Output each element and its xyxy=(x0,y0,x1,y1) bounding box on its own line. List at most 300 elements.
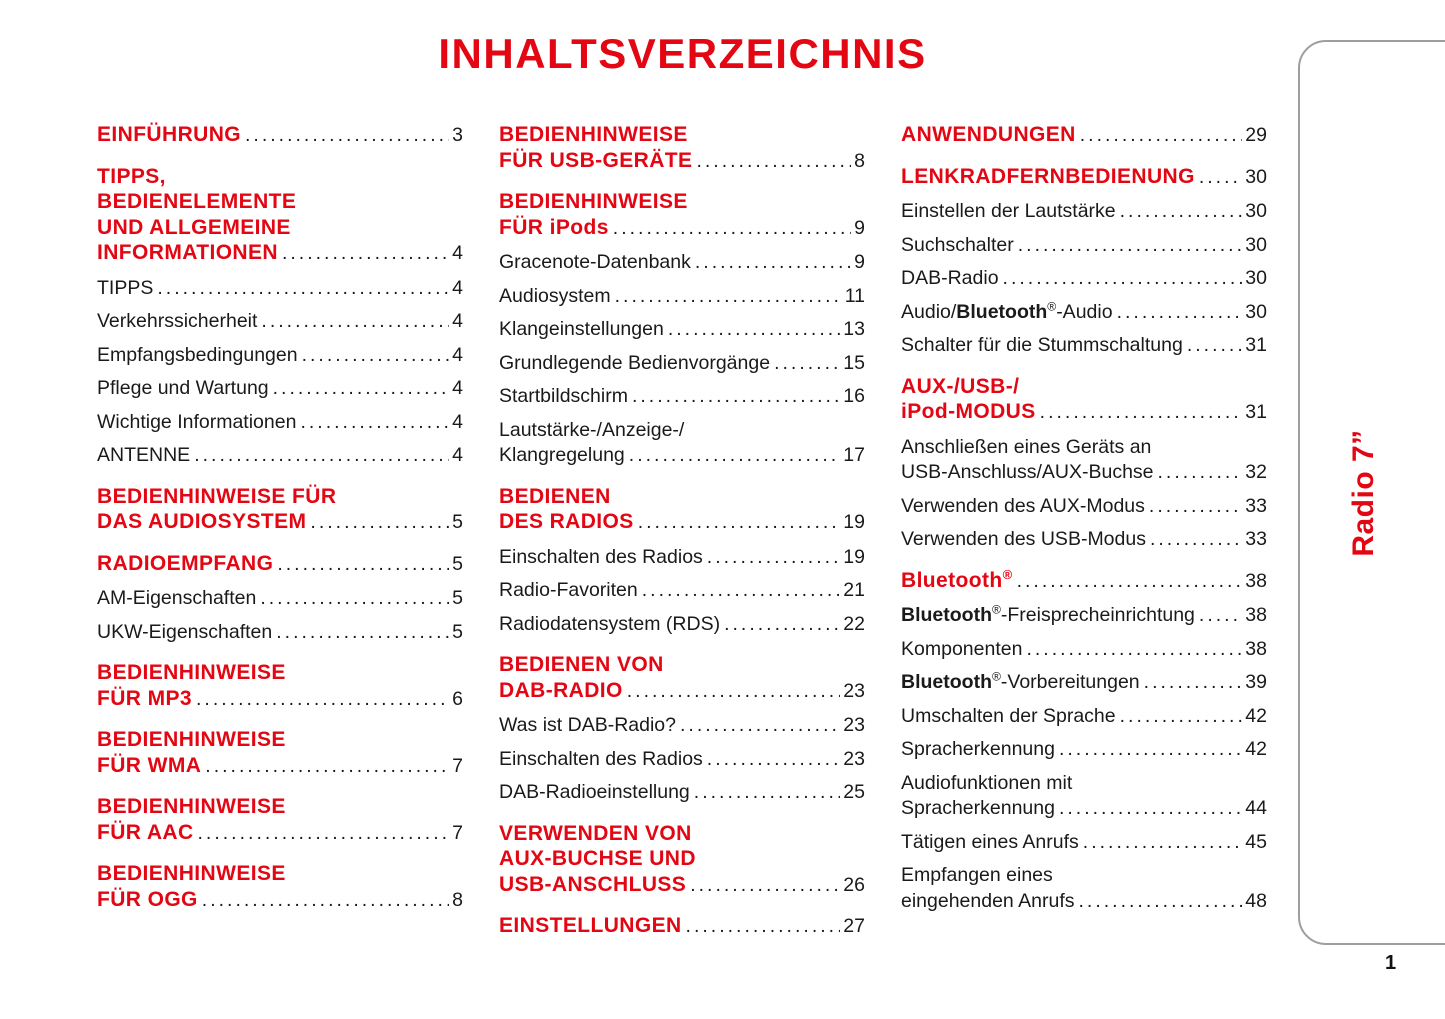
toc-entry-label xyxy=(901,603,1195,629)
dot-leader xyxy=(694,780,841,806)
dot-leader xyxy=(1187,333,1242,359)
toc-line xyxy=(901,333,1267,359)
toc-item xyxy=(97,586,463,612)
dot-leader xyxy=(613,216,851,242)
toc-line xyxy=(499,509,865,536)
toc-entry-label: BEDIENHINWEISE xyxy=(97,795,286,818)
toc-line xyxy=(97,887,463,914)
toc-line xyxy=(499,189,865,215)
toc-entry-label: TIPPS, xyxy=(97,164,166,188)
toc-entry-label: ANTENNE xyxy=(97,444,191,466)
toc-entry-label: Audiofunktionen mit xyxy=(901,771,1073,794)
toc-heading xyxy=(97,551,463,578)
dot-leader xyxy=(1083,830,1243,856)
dot-leader xyxy=(690,873,840,899)
toc-item xyxy=(499,384,865,410)
text-segment: Bluetooth xyxy=(901,671,992,693)
toc-line xyxy=(901,889,1267,915)
dot-leader xyxy=(632,384,840,410)
toc-line xyxy=(901,796,1267,822)
dot-leader xyxy=(157,276,449,302)
toc-entry-page-number: 32 xyxy=(1245,461,1267,483)
dot-leader xyxy=(707,747,841,773)
toc-line xyxy=(97,215,463,241)
toc-entry-page-number: 31 xyxy=(1245,334,1267,356)
toc-entry-label: iPod-MODUS xyxy=(901,400,1036,423)
toc-line xyxy=(901,494,1267,520)
toc-entry-label: Grundlegende Bedienvorgänge xyxy=(499,351,771,374)
toc-entry-label xyxy=(901,568,1013,594)
toc-entry-label: Pflege und Wartung xyxy=(97,377,269,399)
toc-line xyxy=(499,418,865,444)
toc-item xyxy=(901,637,1267,663)
toc-entry-page-number: 45 xyxy=(1245,830,1267,853)
page-title: INHALTSVERZEICHNIS xyxy=(438,30,927,77)
toc-item xyxy=(499,418,865,469)
toc-entry-label: DAB-Radioeinstellung xyxy=(499,781,690,803)
toc-entry-page-number: 31 xyxy=(1245,401,1267,423)
dot-leader xyxy=(260,586,449,612)
toc-line xyxy=(901,233,1267,259)
toc-entry-label: FÜR iPods xyxy=(499,215,609,239)
toc-item xyxy=(499,317,865,343)
toc-line xyxy=(97,620,463,646)
toc-item xyxy=(97,620,463,646)
toc-line xyxy=(901,460,1267,486)
toc-entry-label: Radiodatensystem (RDS) xyxy=(499,612,721,635)
toc-item xyxy=(901,300,1267,326)
toc-line xyxy=(97,164,463,190)
toc-item xyxy=(901,266,1267,292)
toc-entry-page-number: 42 xyxy=(1245,704,1267,727)
toc-entry-page-number: 30 xyxy=(1245,300,1267,323)
toc-item xyxy=(499,747,865,773)
toc-entry-label: BEDIENHINWEISE xyxy=(97,661,286,684)
toc-line xyxy=(901,863,1267,889)
dot-leader xyxy=(202,888,449,914)
toc-line xyxy=(901,164,1267,191)
toc-line xyxy=(901,300,1267,326)
toc-entry-label: Was ist DAB-Radio? xyxy=(499,714,676,736)
toc-line xyxy=(901,374,1267,400)
toc-line xyxy=(499,713,865,739)
toc-heading xyxy=(499,189,865,241)
toc-line xyxy=(97,122,463,149)
toc-entry-page-number: 22 xyxy=(843,612,865,635)
registered-trademark-symbol: ® xyxy=(1002,566,1013,582)
text-segment: -Vorbereitungen xyxy=(1000,671,1140,693)
toc-item xyxy=(499,780,865,806)
dot-leader xyxy=(277,552,449,578)
toc-entry-label: Klangeinstellungen xyxy=(499,318,664,340)
toc-entry-page-number: 8 xyxy=(854,149,865,172)
toc-entry-label: Radio-Favoriten xyxy=(499,579,638,601)
toc-entry-label: FÜR WMA xyxy=(97,753,202,777)
toc-entry-label: Lautstärke-/Anzeige-/ xyxy=(499,418,685,441)
toc-entry-label: Schalter für die Stummschaltung xyxy=(901,334,1183,356)
toc-entry-label: INFORMATIONEN xyxy=(97,241,278,264)
dot-leader xyxy=(1150,527,1242,553)
toc-entry-label: DAB-Radio xyxy=(901,267,999,289)
toc-entry-label: DAB-RADIO xyxy=(499,678,623,702)
toc-entry-label: BEDIENEN VON xyxy=(499,653,664,676)
toc-item xyxy=(901,199,1267,225)
toc-heading xyxy=(901,568,1267,595)
dot-leader xyxy=(1120,199,1243,225)
toc-entry-label: LENKRADFERNBEDIENUNG xyxy=(901,164,1195,188)
toc-line xyxy=(499,215,865,242)
toc-entry-page-number: 30 xyxy=(1245,233,1267,256)
toc-heading xyxy=(499,122,865,174)
dot-leader xyxy=(300,410,449,436)
toc-item xyxy=(901,830,1267,856)
registered-trademark-symbol: ® xyxy=(991,602,1001,617)
dot-leader xyxy=(198,821,450,847)
toc-line xyxy=(97,794,463,820)
toc-entry-label: Empfangsbedingungen xyxy=(97,343,298,366)
toc-entry-page-number: 4 xyxy=(452,242,463,264)
toc-line xyxy=(499,652,865,678)
toc-item xyxy=(901,704,1267,730)
toc-line xyxy=(499,821,865,847)
toc-line xyxy=(901,399,1267,426)
dot-leader xyxy=(774,351,840,377)
toc-entry-page-number: 30 xyxy=(1245,200,1267,222)
side-tab-label: Radio 7” xyxy=(1347,428,1380,557)
toc-item xyxy=(97,276,463,302)
page-number: 1 xyxy=(1385,952,1397,974)
dot-leader xyxy=(1120,704,1243,730)
toc-entry-page-number: 11 xyxy=(844,284,865,307)
toc-entry-label: BEDIENHINWEISE xyxy=(499,123,688,146)
toc-line xyxy=(97,343,463,369)
toc-entry-label: USB-ANSCHLUSS xyxy=(499,872,687,896)
toc-entry-page-number: 38 xyxy=(1245,604,1267,626)
toc-line xyxy=(97,410,463,436)
toc-entry-label: BEDIENHINWEISE xyxy=(97,728,286,751)
toc-line xyxy=(97,509,463,536)
toc-entry-label: Klangregelung xyxy=(499,444,625,466)
toc-heading xyxy=(97,861,463,913)
toc-line xyxy=(97,686,463,713)
toc-item xyxy=(97,343,463,369)
toc-line xyxy=(901,199,1267,225)
registered-trademark-symbol: ® xyxy=(1047,299,1057,313)
toc-entry-label: Empfangen eines xyxy=(901,864,1053,886)
toc-entry-label: Wichtige Informationen xyxy=(97,410,297,433)
toc-line xyxy=(901,771,1267,797)
toc-item xyxy=(97,309,463,335)
toc-entry-label: AUX-/USB-/ xyxy=(901,374,1020,398)
toc-entry-page-number: 4 xyxy=(452,377,463,399)
dot-leader xyxy=(196,687,449,713)
toc-line xyxy=(499,612,865,638)
dot-leader xyxy=(695,250,851,276)
dot-leader xyxy=(1199,165,1242,191)
toc-line xyxy=(97,586,463,612)
toc-entry-label: EINFÜHRUNG xyxy=(97,123,241,146)
toc-entry-page-number: 5 xyxy=(452,587,463,609)
toc-line xyxy=(499,484,865,510)
dot-leader xyxy=(1003,266,1243,292)
dot-leader xyxy=(1078,889,1242,915)
toc-heading xyxy=(97,122,463,149)
toc-entry-page-number: 19 xyxy=(843,511,865,533)
toc-line xyxy=(97,309,463,335)
toc-line xyxy=(97,727,463,753)
toc-line xyxy=(97,861,463,887)
toc-entry-page-number: 4 xyxy=(452,276,463,299)
dot-leader xyxy=(1040,400,1243,426)
toc-heading xyxy=(901,164,1267,191)
dot-leader xyxy=(627,679,841,705)
dot-leader xyxy=(1059,737,1242,763)
toc-columns xyxy=(97,122,1267,949)
toc-line xyxy=(901,670,1267,696)
toc-line xyxy=(499,545,865,571)
toc-entry-label: Umschalten der Sprache xyxy=(901,704,1116,727)
toc-entry-label: UND ALLGEMEINE xyxy=(97,215,291,239)
toc-entry-page-number: 23 xyxy=(843,714,865,736)
toc-line xyxy=(97,443,463,469)
text-segment: Bluetooth xyxy=(901,568,1003,592)
toc-heading xyxy=(97,484,463,536)
toc-entry-label: BEDIENHINWEISE xyxy=(97,862,286,885)
toc-line xyxy=(499,678,865,705)
dot-leader xyxy=(302,343,450,369)
toc-line xyxy=(97,240,463,267)
toc-item xyxy=(499,545,865,571)
toc-item xyxy=(901,233,1267,259)
toc-entry-page-number: 7 xyxy=(452,821,463,844)
toc-entry-page-number: 5 xyxy=(452,511,463,533)
toc-line xyxy=(97,551,463,578)
dot-leader xyxy=(194,443,449,469)
toc-line xyxy=(97,189,463,215)
toc-heading xyxy=(499,821,865,899)
toc-entry-page-number: 23 xyxy=(843,747,865,770)
toc-item xyxy=(97,410,463,436)
toc-entry-page-number: 13 xyxy=(843,318,865,340)
toc-entry-page-number: 3 xyxy=(452,124,463,146)
dot-leader xyxy=(1158,460,1243,486)
dot-leader xyxy=(310,510,449,536)
toc-entry-page-number: 5 xyxy=(452,620,463,643)
dot-leader xyxy=(1149,494,1242,520)
toc-entry-page-number: 33 xyxy=(1245,528,1267,550)
toc-entry-label: Anschließen eines Geräts an xyxy=(901,435,1152,458)
text-segment: Audio/ xyxy=(901,300,957,323)
toc-entry-page-number: 4 xyxy=(452,343,463,366)
toc-entry-page-number: 25 xyxy=(843,781,865,803)
toc-entry-page-number: 8 xyxy=(452,888,463,911)
toc-entry-label: Startbildschirm xyxy=(499,385,628,407)
toc-entry-label: EINSTELLUNGEN xyxy=(499,914,682,937)
dot-leader xyxy=(686,914,841,940)
toc-heading xyxy=(97,727,463,779)
toc-line xyxy=(499,317,865,343)
toc-line xyxy=(499,284,865,310)
dot-leader xyxy=(724,612,840,638)
toc-item xyxy=(499,713,865,739)
toc-item xyxy=(499,351,865,377)
toc-entry-label: Verwenden des AUX-Modus xyxy=(901,494,1145,517)
dot-leader xyxy=(707,545,841,571)
toc-entry-page-number: 38 xyxy=(1245,569,1267,592)
toc-entry-page-number: 9 xyxy=(854,251,865,273)
toc-entry-page-number: 15 xyxy=(843,351,865,374)
toc-line xyxy=(499,351,865,377)
toc-item xyxy=(901,771,1267,822)
toc-entry-label: VERWENDEN VON xyxy=(499,821,692,845)
toc-entry-label: eingehenden Anrufs xyxy=(901,889,1075,912)
toc-entry-page-number: 9 xyxy=(854,216,865,239)
toc-line xyxy=(499,250,865,276)
toc-heading xyxy=(901,374,1267,426)
toc-entry-label: Gracenote-Datenbank xyxy=(499,251,691,273)
dot-leader xyxy=(1117,300,1243,326)
dot-leader xyxy=(1199,603,1242,629)
toc-entry-label: BEDIENELEMENTE xyxy=(97,190,297,213)
toc-column-2 xyxy=(499,122,865,949)
toc-entry-page-number: 33 xyxy=(1245,494,1267,517)
toc-entry-page-number: 39 xyxy=(1245,671,1267,693)
toc-entry-label: Tätigen eines Anrufs xyxy=(901,830,1079,853)
dot-leader xyxy=(1017,569,1243,595)
toc-item xyxy=(499,612,865,638)
toc-item xyxy=(97,376,463,402)
toc-line xyxy=(97,376,463,402)
dot-leader xyxy=(629,443,841,469)
toc-item xyxy=(499,284,865,310)
toc-entry-page-number: 30 xyxy=(1245,267,1267,289)
toc-line xyxy=(499,846,865,872)
dot-leader xyxy=(1018,233,1243,259)
toc-entry-page-number: 16 xyxy=(843,385,865,407)
toc-line xyxy=(499,780,865,806)
toc-item xyxy=(901,603,1267,629)
toc-heading xyxy=(97,660,463,712)
dot-leader xyxy=(245,123,449,149)
toc-line xyxy=(901,568,1267,595)
toc-entry-page-number: 19 xyxy=(843,545,865,568)
toc-item xyxy=(97,443,463,469)
toc-entry-page-number: 4 xyxy=(452,410,463,433)
toc-entry-label: Einschalten des Radios xyxy=(499,747,703,770)
dot-leader xyxy=(696,149,851,175)
toc-entry-page-number: 27 xyxy=(843,915,865,937)
toc-entry-page-number: 4 xyxy=(452,310,463,332)
toc-entry-page-number: 30 xyxy=(1245,165,1267,188)
toc-line xyxy=(901,637,1267,663)
dot-leader xyxy=(205,754,449,780)
toc-entry-page-number: 38 xyxy=(1245,637,1267,660)
toc-entry-label: USB-Anschluss/AUX-Buchse xyxy=(901,461,1154,483)
toc-heading xyxy=(499,484,865,536)
dot-leader xyxy=(276,620,449,646)
toc-line xyxy=(499,578,865,604)
toc-entry-page-number: 29 xyxy=(1245,124,1267,146)
toc-item xyxy=(901,863,1267,914)
toc-line xyxy=(499,443,865,469)
toc-entry-label: FÜR MP3 xyxy=(97,686,192,710)
toc-column-1 xyxy=(97,122,463,949)
toc-entry-label: FÜR USB-GERÄTE xyxy=(499,148,693,172)
toc-entry-label: FÜR AAC xyxy=(97,820,194,844)
toc-line xyxy=(901,704,1267,730)
toc-entry-label: Suchschalter xyxy=(901,233,1014,256)
toc-line xyxy=(97,484,463,510)
dot-leader xyxy=(680,713,840,739)
dot-leader xyxy=(1144,670,1243,696)
toc-entry-label xyxy=(901,670,1140,696)
toc-line xyxy=(97,820,463,847)
toc-line xyxy=(97,276,463,302)
toc-entry-page-number: 23 xyxy=(843,679,865,702)
registered-trademark-symbol: ® xyxy=(991,669,1001,684)
dot-leader xyxy=(261,309,449,335)
dot-leader xyxy=(273,376,450,402)
toc-entry-label: Verwenden des USB-Modus xyxy=(901,528,1146,550)
dot-leader xyxy=(1059,796,1242,822)
dot-leader xyxy=(1080,123,1243,149)
toc-entry-label: RADIOEMPFANG xyxy=(97,551,274,575)
toc-entry-page-number: 6 xyxy=(452,687,463,710)
side-tab xyxy=(1298,40,1445,945)
toc-item xyxy=(499,250,865,276)
toc-line xyxy=(901,737,1267,763)
toc-heading xyxy=(97,794,463,846)
toc-entry-label: AM-Eigenschaften xyxy=(97,587,257,609)
toc-line xyxy=(97,660,463,686)
toc-line xyxy=(499,122,865,148)
text-segment: Bluetooth xyxy=(901,604,992,626)
dot-leader xyxy=(615,284,842,310)
toc-entry-label xyxy=(901,300,1113,326)
toc-item xyxy=(901,670,1267,696)
toc-line xyxy=(901,830,1267,856)
toc-line xyxy=(499,384,865,410)
toc-line xyxy=(499,872,865,899)
toc-entry-label: BEDIENEN xyxy=(499,484,611,508)
toc-entry-label: Einschalten des Radios xyxy=(499,545,703,568)
toc-entry-page-number: 21 xyxy=(843,579,865,601)
toc-line xyxy=(901,603,1267,629)
toc-entry-label: Einstellen der Lautstärke xyxy=(901,200,1116,222)
toc-entry-page-number: 42 xyxy=(1245,738,1267,760)
toc-entry-page-number: 5 xyxy=(452,552,463,575)
toc-line xyxy=(499,747,865,773)
toc-heading xyxy=(901,122,1267,149)
toc-entry-label: Spracherkennung xyxy=(901,738,1055,760)
toc-entry-label: BEDIENHINWEISE xyxy=(499,190,688,213)
toc-line xyxy=(901,122,1267,149)
toc-entry-page-number: 48 xyxy=(1245,889,1267,912)
toc-line xyxy=(901,266,1267,292)
text-segment: Bluetooth xyxy=(956,300,1048,323)
toc-item xyxy=(901,435,1267,486)
text-segment: -Freisprecheinrichtung xyxy=(1000,604,1195,626)
toc-entry-label: DAS AUDIOSYSTEM xyxy=(97,510,307,533)
toc-entry-label: AUX-BUCHSE UND xyxy=(499,847,696,870)
toc-item xyxy=(499,578,865,604)
toc-entry-label: ANWENDUNGEN xyxy=(901,123,1076,146)
toc-entry-label: Komponenten xyxy=(901,637,1023,660)
toc-entry-label: TIPPS xyxy=(97,276,154,299)
toc-item xyxy=(901,527,1267,553)
toc-entry-label: Spracherkennung xyxy=(901,797,1055,819)
dot-leader xyxy=(1026,637,1242,663)
